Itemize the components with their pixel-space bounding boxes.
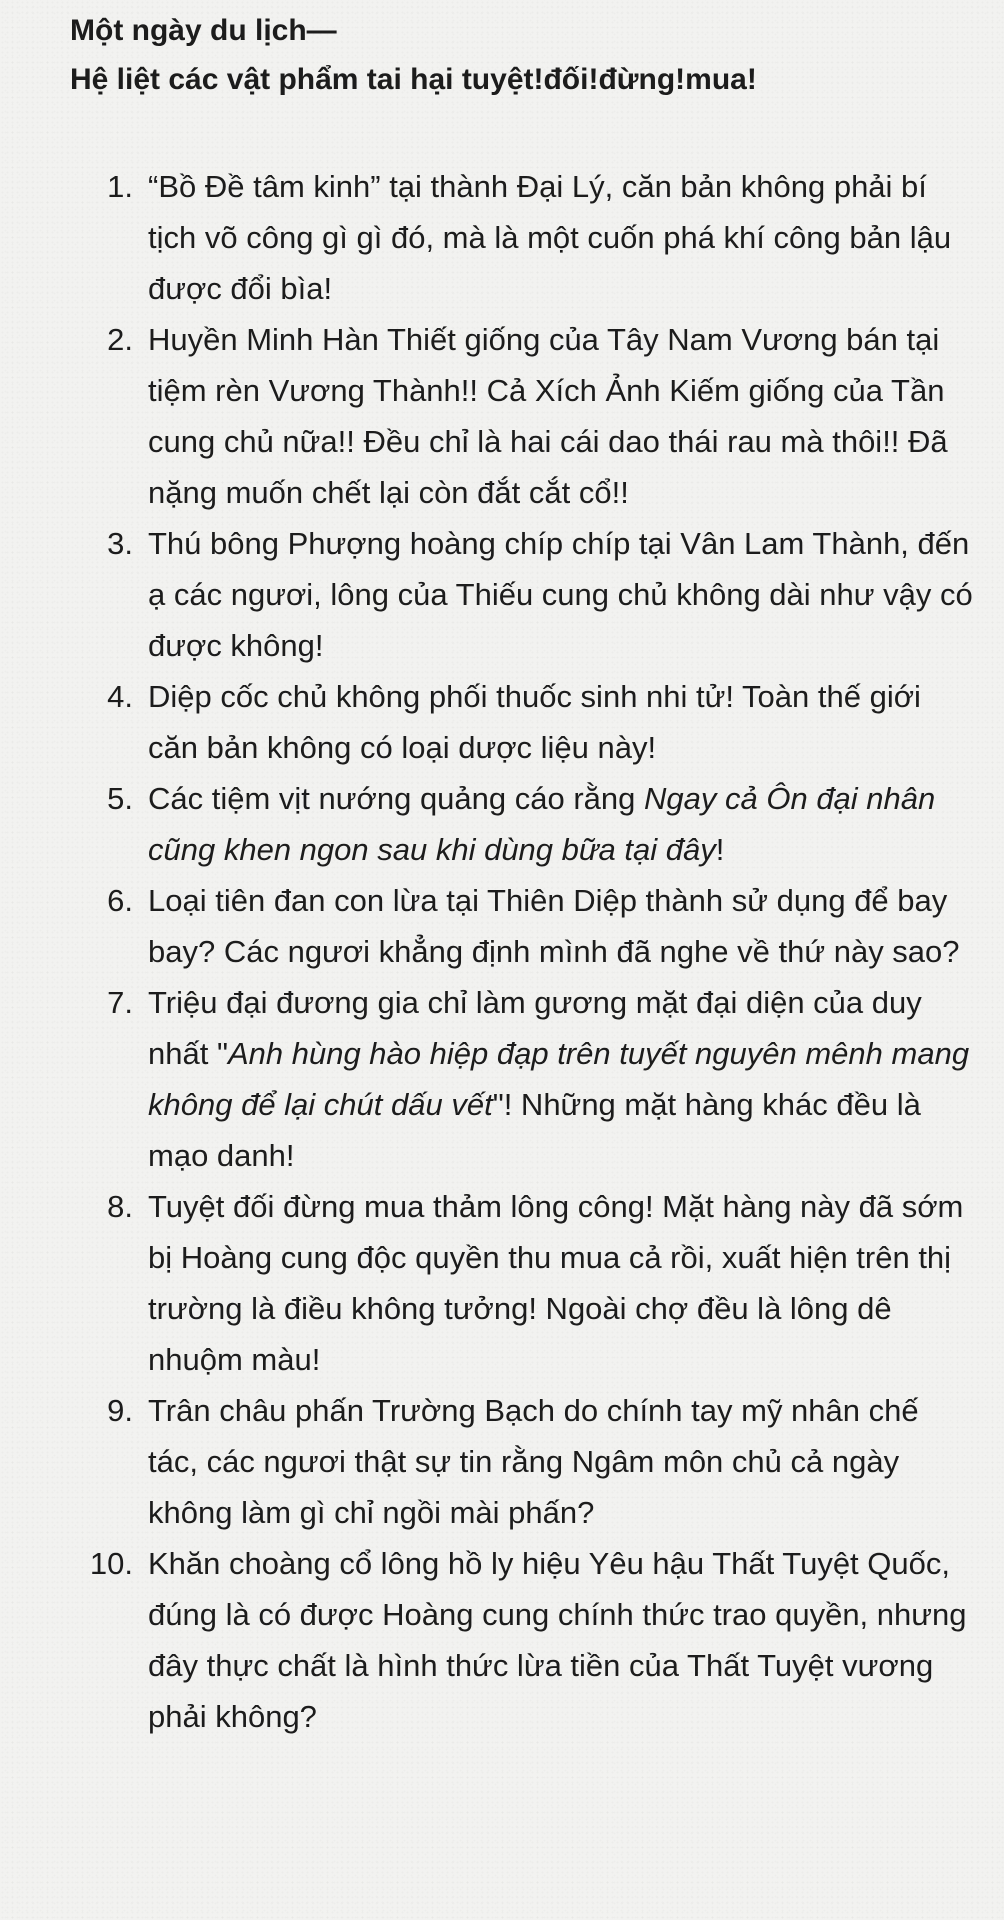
list-item-text: Trân châu phấn Trường Bạch do chính tay mỹ nhân chế tác, các ngươi thật sự tin rằng Ngâm môn chủ cả ngày không làm gì chỉ ngồi mài phấn? (148, 1393, 919, 1530)
list-item-number: 6. (107, 883, 133, 918)
list-item-text: Khăn choàng cổ lông hồ ly hiệu Yêu hậu Thất Tuyệt Quốc, đúng là có được Hoàng cung chính thức trao quyền, nhưng đây thực chất là hình thức lừa tiền của Thất Tuyệt vương phải không? (148, 1546, 967, 1734)
note-title-line-1: Một ngày du lịch— (70, 14, 337, 47)
list-item-number: 3. (107, 526, 133, 561)
list-item-text-before: Triệu đại đương gia chỉ làm gương mặt đại diện của duy nhất " (148, 985, 922, 1071)
list-item-10 (0, 1538, 1004, 1742)
list-item-number: 7. (107, 985, 133, 1020)
list-item-1 (0, 161, 1004, 314)
list-item-text: Loại tiên đan con lừa tại Thiên Diệp thành sử dụng để bay bay? Các ngươi khẳng định mình đã nghe về thứ này sao? (148, 883, 960, 969)
list-item-text-before: Các tiệm vịt nướng quảng cáo rằng (148, 781, 645, 816)
list-item-4 (0, 671, 1004, 773)
list-item-text (148, 773, 974, 875)
list-item-number: 5. (107, 781, 133, 816)
list-item-8 (0, 1181, 1004, 1385)
list-item-text: “Bồ Đề tâm kinh” tại thành Đại Lý, căn bản không phải bí tịch võ công gì gì đó, mà là một cuốn phá khí công bản lậu được đổi bìa! (148, 169, 952, 306)
list-item-text: Diệp cốc chủ không phối thuốc sinh nhi tử! Toàn thế giới căn bản không có loại dược liệu này! (148, 679, 921, 765)
note-title-line-2: Hệ liệt các vật phẩm tai hại tuyệt!đối!đừng!mua! (70, 63, 757, 96)
list-item-number: 9. (107, 1393, 133, 1428)
list-item-3 (0, 518, 1004, 671)
list-item-number: 8. (107, 1189, 133, 1224)
list-item-number: 4. (107, 679, 133, 714)
list-item-text-after: ! (715, 832, 725, 867)
list-item-text-after: "! Những mặt hàng khác đều là mạo danh! (148, 1087, 921, 1173)
list-item-7 (0, 977, 1004, 1181)
list-item-number: 10. (89, 1546, 133, 1581)
list-item-6 (0, 875, 1004, 977)
list-item-9 (0, 1385, 1004, 1538)
list-item-5 (0, 773, 1004, 875)
list-item-text-italic: Ngay cả Ôn đại nhân cũng khen ngon sau khi dùng bữa tại đây (148, 781, 936, 867)
note-title (70, 6, 970, 104)
numbered-list (0, 161, 1004, 1742)
list-item-text: Thú bông Phượng hoàng chíp chíp tại Vân Lam Thành, đến ạ các ngươi, lông của Thiếu cung chủ không dài như vậy có được không! (148, 526, 973, 663)
list-item-text-italic: Anh hùng hào hiệp đạp trên tuyết nguyên mênh mang không để lại chút dấu vết (148, 1036, 970, 1122)
list-item-text (148, 977, 974, 1181)
list-item-number: 2. (107, 322, 133, 357)
list-item-number: 1. (107, 169, 133, 204)
list-item-2 (0, 314, 1004, 518)
list-item-text: Tuyệt đối đừng mua thảm lông công! Mặt hàng này đã sớm bị Hoàng cung độc quyền thu mua cả rồi, xuất hiện trên thị trường là điều không tưởng! Ngoài chợ đều là lông dê nhuộm màu! (148, 1189, 964, 1377)
list-item-text: Huyền Minh Hàn Thiết giống của Tây Nam Vương bán tại tiệm rèn Vương Thành!! Cả Xích Ảnh Kiếm giống của Tần cung chủ nữa!! Đều chỉ là hai cái dao thái rau mà thôi!! Đã nặng muốn chết lại còn đắt cắt cổ!! (148, 322, 948, 510)
